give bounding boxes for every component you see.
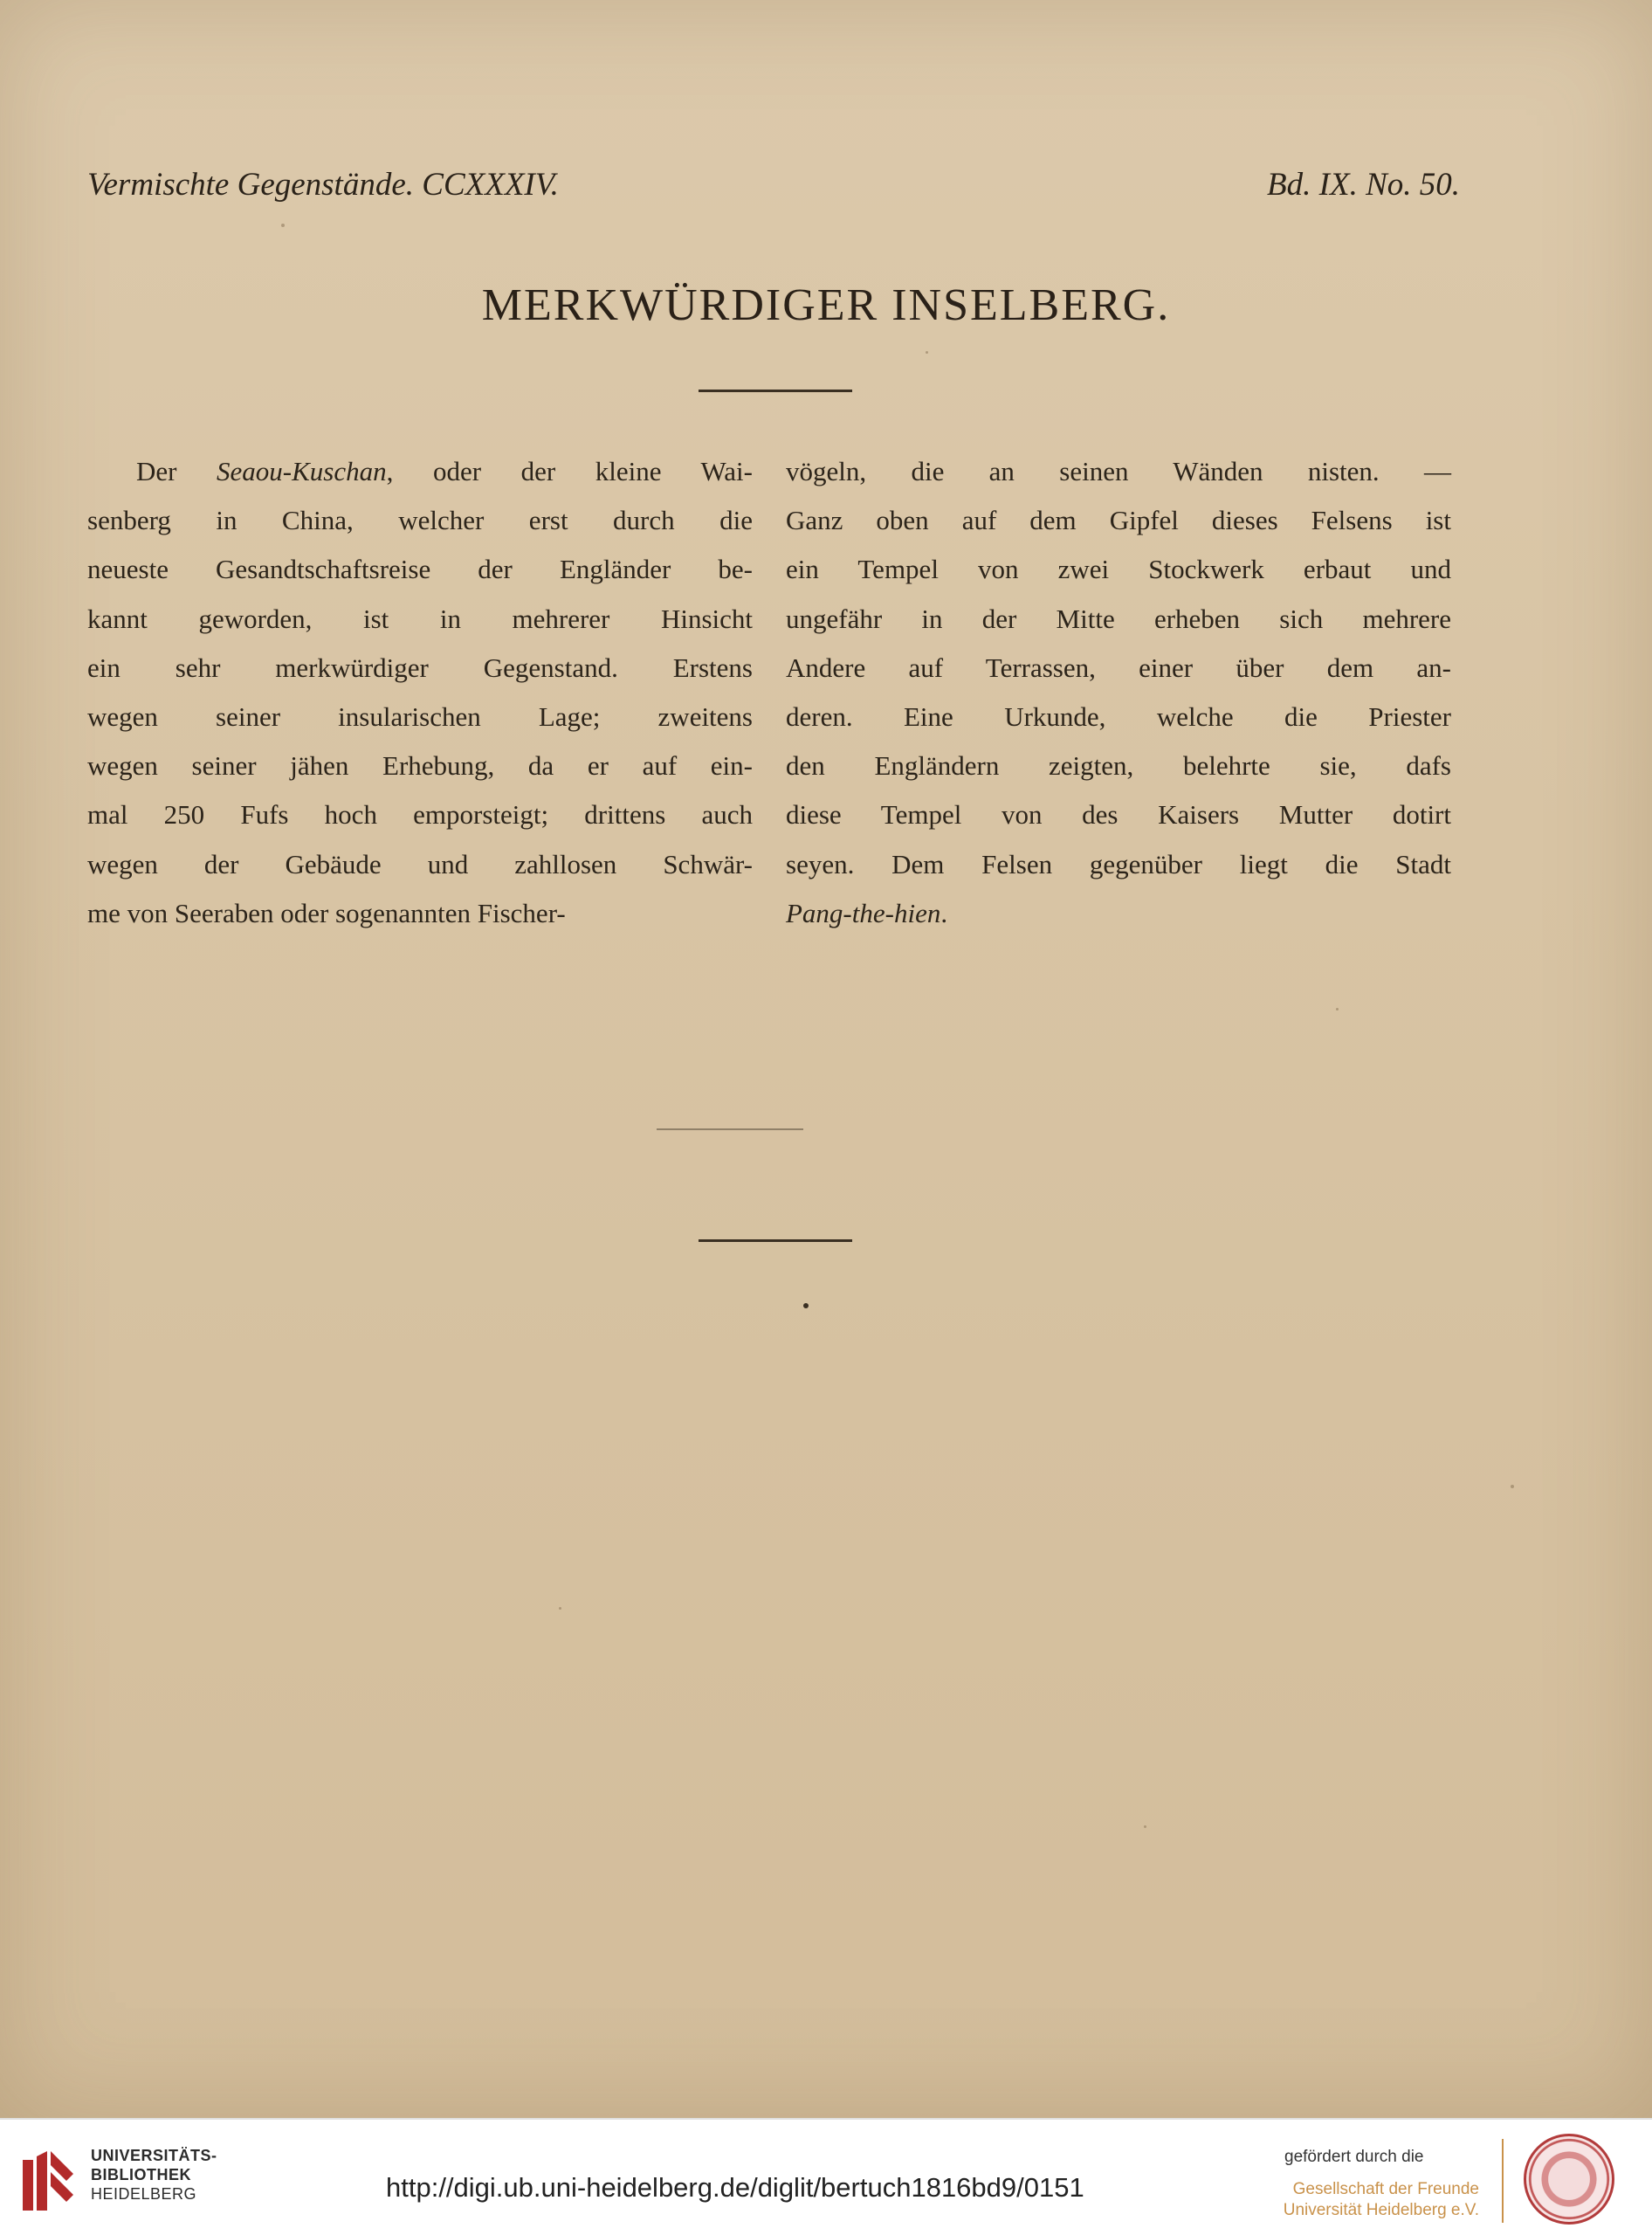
sponsor-name-line: Gesellschaft der Freunde <box>1292 2180 1479 2198</box>
text-line <box>87 447 753 496</box>
paper-speck <box>926 351 928 354</box>
text-line <box>786 545 1451 594</box>
text-line <box>87 742 753 790</box>
italic-place-name: Pang-the-hien <box>786 897 941 928</box>
text-segment: neueste Gesandtschaftsreise der Engländer be- <box>87 554 753 585</box>
running-header <box>87 166 1460 211</box>
text-segment: , oder der kleine Wai- <box>386 456 753 486</box>
text-segment: vögeln, die an seinen Wänden nisten. — <box>786 456 1451 486</box>
text-segment: wegen seiner jähen Erhebung, da er auf ein- <box>87 750 753 782</box>
text-line <box>87 644 753 693</box>
faint-separator-rule <box>657 1128 803 1130</box>
article-title: MERKWÜRDIGER INSELBERG. <box>481 280 1171 330</box>
text-line <box>87 889 753 938</box>
section-heading: Vermischte Gegenstände. CCXXXIV. <box>87 167 559 203</box>
title-rule <box>699 390 852 392</box>
paper-speck <box>281 224 285 227</box>
text-segment: diese Tempel von des Kaisers Mutter dotirt <box>786 799 1451 831</box>
text-line <box>786 447 1451 496</box>
text-line <box>87 595 753 644</box>
university-seal-icon[interactable] <box>1524 2134 1614 2225</box>
text-segment: ungefähr in der Mitte erheben sich mehrere <box>786 603 1451 634</box>
text-line <box>786 693 1451 742</box>
library-name-line: HEIDELBERG <box>91 2185 197 2203</box>
text-line <box>786 742 1451 790</box>
text-line <box>786 595 1451 644</box>
text-segment: ein sehr merkwürdiger Gegenstand. Erstens <box>87 652 753 683</box>
text-line <box>786 496 1451 545</box>
library-name-line: UNIVERSITÄTS- <box>91 2147 217 2164</box>
paper-speck <box>1511 1485 1514 1488</box>
text-line <box>786 790 1451 839</box>
text-segment: kannt geworden, ist in mehrerer Hinsicht <box>87 603 753 634</box>
text-column-right <box>786 447 1451 938</box>
text-segment: mal 250 Fufs hoch emporsteigt; drittens auch <box>87 799 753 831</box>
text-column-left <box>87 447 753 938</box>
library-name-line: BIBLIOTHEK <box>91 2166 191 2183</box>
text-line <box>786 840 1451 889</box>
text-segment: Der <box>136 456 217 486</box>
end-rule <box>699 1239 852 1242</box>
text-line <box>87 693 753 742</box>
text-segment: wegen der Gebäude und zahllosen Schwär- <box>87 848 753 880</box>
library-logo-icon[interactable] <box>19 2148 77 2211</box>
volume-number: Bd. IX. No. 50. <box>1267 167 1460 203</box>
text-line <box>87 545 753 594</box>
text-line <box>87 840 753 889</box>
text-segment: senberg in China, welcher erst durch die <box>87 505 753 536</box>
footer-divider <box>0 2118 1652 2120</box>
text-line <box>786 644 1451 693</box>
digitization-footer <box>0 2118 1652 2235</box>
text-segment: Ganz oben auf dem Gipfel dieses Felsens ist <box>786 505 1451 536</box>
text-segment: wegen seiner insularischen Lage; zweitens <box>87 700 753 732</box>
text-segment: deren. Eine Urkunde, welche die Priester <box>786 700 1451 732</box>
text-segment: . <box>940 897 948 928</box>
text-segment: den Engländern zeigten, belehrte sie, dafs <box>786 750 1451 782</box>
text-segment: me von Seeraben oder sogenannten Fischer- <box>87 897 566 928</box>
italic-place-name: Seaou-Kuschan <box>217 456 387 486</box>
text-line <box>87 496 753 545</box>
text-line <box>87 790 753 839</box>
sponsor-divider <box>1502 2139 1504 2223</box>
text-segment: ein Tempel von zwei Stockwerk erbaut und <box>786 554 1451 585</box>
text-line <box>786 889 1451 938</box>
sponsor-label: gefördert durch die <box>1284 2148 1424 2166</box>
library-name[interactable] <box>91 2146 217 2204</box>
ink-dot <box>803 1303 809 1308</box>
paper-speck <box>1336 1008 1339 1011</box>
paper-speck <box>559 1607 561 1610</box>
paper-speck <box>1144 1825 1146 1828</box>
permalink-url[interactable]: http://digi.ub.uni-heidelberg.de/diglit/bertuch1816bd9/0151 <box>386 2172 1084 2203</box>
sponsor-name-line: Universität Heidelberg e.V. <box>1283 2201 1479 2219</box>
text-segment: seyen. Dem Felsen gegenüber liegt die Stadt <box>786 848 1451 880</box>
text-segment: Andere auf Terrassen, einer über dem an- <box>786 652 1451 683</box>
sponsor-name[interactable] <box>1275 2179 1479 2221</box>
